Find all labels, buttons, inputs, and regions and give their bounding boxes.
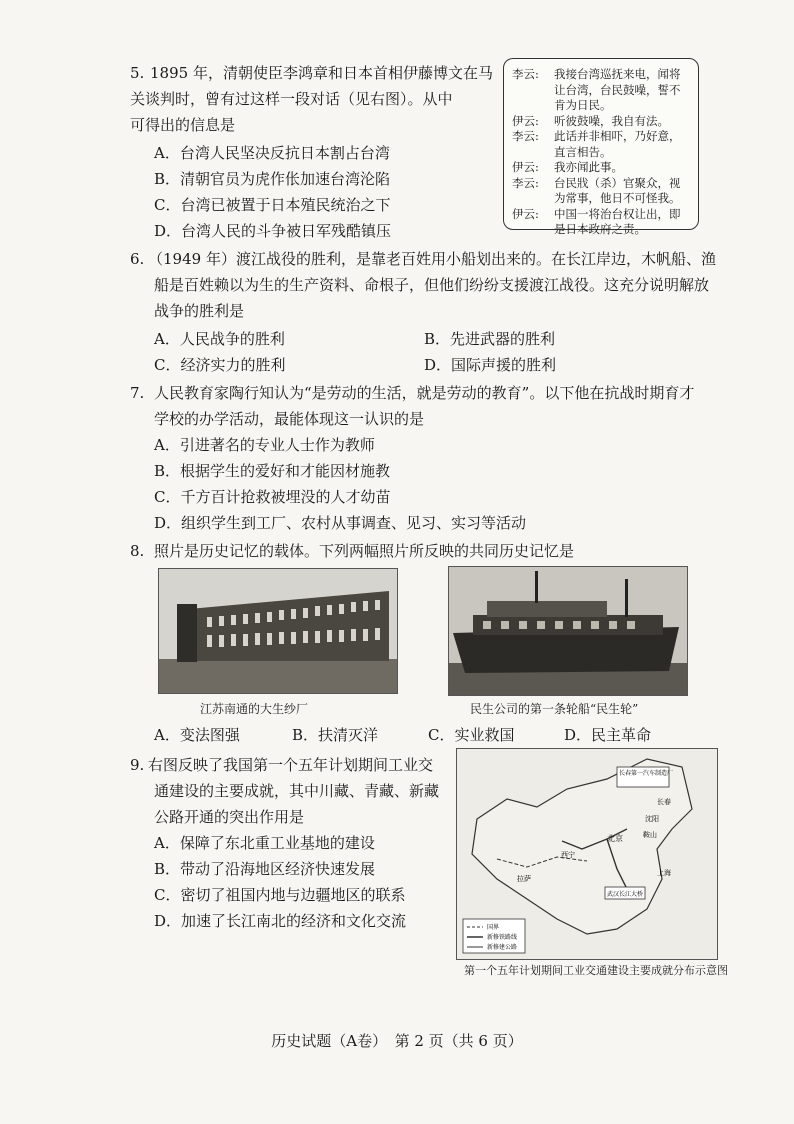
dialogue-text: 中国一将治台权让出，即	[554, 206, 681, 221]
dialogue-text: 我亦闻此事。	[554, 160, 623, 174]
photo-minsheng-ship	[448, 566, 688, 696]
stem-line: 通建设的主要成就，其中川藏、青藏、新藏	[154, 782, 440, 800]
speaker: 伊云:	[512, 206, 539, 221]
stem-line: 右图反映了我国第一个五年计划期间工业交	[148, 756, 434, 774]
map-label: 北京	[607, 834, 623, 843]
legend-item: 国界	[487, 924, 500, 931]
question-number: 7.	[130, 384, 145, 402]
map-icon	[457, 749, 717, 959]
stem-line: 人民教育家陶行知认为“是劳动的生活，就是劳动的教育”。以下他在抗战时期育才	[154, 384, 695, 402]
stem-line: 学校的办学活动，最能体现这一认识的是	[154, 410, 425, 428]
option-c: C．千方百计抢救被埋没的人才幼苗	[154, 488, 391, 506]
map-label: 上海	[657, 869, 671, 877]
map-label: 拉萨	[517, 875, 531, 883]
dialogue-text: 是日本政府之责。	[554, 222, 646, 236]
china-map	[456, 748, 718, 960]
speaker: 李云:	[512, 129, 539, 143]
stem-line: 船是百姓赖以为生的生产资料、命根子，但他们纷纷支援渡江战役。这充分说明解放	[154, 276, 710, 294]
map-label: 长春第一汽车制造厂	[619, 770, 674, 777]
map-label: 长春	[657, 798, 671, 806]
stem-line: 战争的胜利是	[154, 302, 245, 320]
question-number: 8.	[130, 542, 145, 560]
map-caption: 第一个五年计划期间工业交通建设主要成就分布示意图	[464, 964, 728, 977]
stem-line: 可得出的信息是	[130, 116, 236, 134]
option-a: A．人民战争的胜利	[154, 330, 285, 348]
map-label: 武汉长江大桥	[607, 891, 644, 898]
stem-line: （1949 年）渡江战役的胜利，是靠老百姓用小船划出来的。在长江岸边，木帆船、渔	[148, 250, 716, 268]
dialogue-box	[503, 58, 699, 236]
factory-photo-icon	[159, 569, 397, 693]
stem-line: 关谈判时，曾有过这样一段对话（见右图）。从中	[130, 90, 453, 108]
option-a: A．变法图强	[154, 726, 240, 744]
option-a: A．引进著名的专业人士作为教师	[154, 436, 375, 454]
option-b: B．先进武器的胜利	[424, 330, 556, 348]
dialogue-text: 直言相告。	[554, 144, 612, 159]
dialogue-text: 听彼鼓噪，我自有法。	[554, 113, 669, 128]
option-b: B．扶清灭洋	[292, 726, 379, 744]
option-d: D．台湾人民的斗争被日军残酷镇压	[154, 222, 392, 240]
option-c: C．实业救国	[428, 726, 515, 744]
question-number: 9.	[130, 756, 145, 774]
dialogue-text: 台民戕（杀）官聚众，视	[554, 175, 681, 190]
option-b: B．根据学生的爱好和才能因材施教	[154, 462, 391, 480]
map-label: 鞍山	[643, 831, 657, 839]
question-number: 5.	[130, 64, 145, 82]
question-number: 6.	[130, 250, 145, 268]
dialogue-text: 肯为日民。	[554, 98, 612, 112]
legend-item: 新修铁路线	[487, 934, 518, 941]
speaker: 李云:	[512, 67, 539, 81]
stem-line: 照片是历史记忆的载体。下列两幅照片所反映的共同历史记忆是	[154, 542, 575, 560]
option-b: B．清朝官员为虎作伥加速台湾沦陷	[154, 170, 391, 188]
dialogue-text: 此话并非相吓，乃好意，	[554, 129, 681, 143]
dialogue-line	[512, 176, 692, 207]
speaker: 李云:	[512, 175, 539, 190]
page-footer: 历史试题（A卷） 第 2 页（共 6 页）	[271, 1032, 523, 1050]
map-label: 沈阳	[645, 815, 659, 823]
dialogue-line	[512, 207, 692, 238]
option-d: D．国际声援的胜利	[424, 356, 557, 374]
dialogue-line	[512, 67, 692, 114]
dialogue-text: 为常事，他日不可怪我。	[554, 191, 681, 205]
photo-dasheng-mill	[158, 568, 398, 694]
stem-line: 1895 年，清朝使臣李鸿章和日本首相伊藤博文在马	[150, 64, 493, 82]
option-a: A．保障了东北重工业基地的建设	[154, 834, 375, 852]
dialogue-text: 让台湾，台民鼓噪，誓不	[554, 82, 681, 97]
dialogue-text: 我接台湾巡抚来电，闻将	[554, 67, 681, 81]
stem-line: 公路开通的突出作用是	[154, 808, 305, 826]
dialogue-line	[512, 160, 692, 176]
option-c: C．密切了祖国内地与边疆地区的联系	[154, 886, 406, 904]
option-a: A．台湾人民坚决反抗日本割占台湾	[154, 144, 390, 162]
caption-right: 民生公司的第一条轮船“民生轮”	[470, 702, 639, 716]
option-d: D．组织学生到工厂、农村从事调查、见习、实习等活动	[154, 514, 527, 532]
speaker: 伊云:	[512, 160, 539, 174]
question-stem	[130, 60, 493, 138]
dialogue-line	[512, 114, 692, 130]
option-d: D．民主革命	[564, 726, 652, 744]
legend-item: 新修建公路	[487, 944, 518, 951]
map-label: 西宁	[561, 851, 575, 859]
option-c: C．台湾已被置于日本殖民统治之下	[154, 196, 391, 214]
option-d: D．加速了长江南北的经济和文化交流	[154, 912, 407, 930]
caption-left: 江苏南通的大生纱厂	[200, 702, 309, 716]
option-b: B．带动了沿海地区经济快速发展	[154, 860, 376, 878]
option-c: C．经济实力的胜利	[154, 356, 286, 374]
dialogue-line	[512, 129, 692, 160]
speaker: 伊云:	[512, 113, 539, 128]
ship-photo-icon	[449, 567, 687, 695]
